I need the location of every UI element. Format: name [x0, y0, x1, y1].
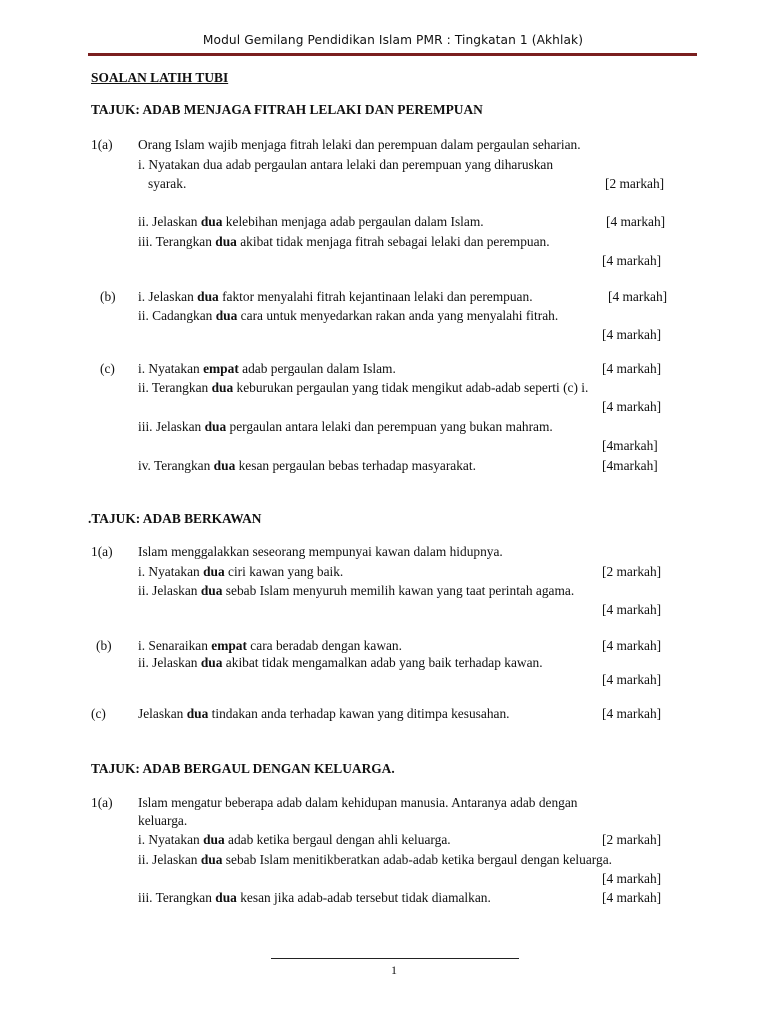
- item-text: i. Nyatakan: [138, 361, 204, 376]
- item-keyword: dua: [200, 214, 223, 229]
- mark-allocation: [4 markah]: [602, 253, 662, 268]
- item-keyword: dua: [213, 458, 236, 473]
- item-keyword: dua: [215, 890, 237, 905]
- item-text: iv. Terangkan: [138, 458, 214, 473]
- item-text: kesan pergaulan bebas terhadap masyarakat.: [235, 458, 476, 473]
- item-keyword: dua: [215, 234, 237, 249]
- mark-allocation: [4 markah]: [608, 289, 668, 304]
- mark-allocation: [4 markah]: [602, 871, 662, 886]
- question-item: [138, 654, 543, 671]
- question-item: [138, 851, 612, 868]
- mark-allocation: [4 markah]: [602, 399, 662, 414]
- mark-allocation: [4 markah]: [606, 214, 666, 229]
- question-number: (b): [96, 638, 112, 653]
- question-item: [138, 582, 574, 599]
- item-text: akibat tidak mengamalkan adab yang baik terhadap kawan.: [222, 655, 543, 670]
- mark-allocation: [4 markah]: [602, 361, 662, 376]
- topic-title: .TAJUK: ADAB BERKAWAN: [88, 511, 262, 526]
- question-number: 1(a): [91, 137, 113, 152]
- topic-title: TAJUK: ADAB MENJAGA FITRAH LELAKI DAN PEREMPUAN: [91, 102, 483, 117]
- mark-allocation: [4 markah]: [602, 327, 662, 342]
- mark-allocation: [2 markah]: [605, 176, 665, 191]
- item-text: iii. Jelaskan: [138, 419, 205, 434]
- question-item: [138, 831, 451, 848]
- item-text: kesan jika adab-adab tersebut tidak diamalkan.: [236, 890, 491, 905]
- mark-allocation: [4markah]: [602, 438, 658, 453]
- mark-allocation: [4 markah]: [602, 672, 662, 687]
- item-text: tindakan anda terhadap kawan yang ditimpa kesusahan.: [208, 706, 510, 721]
- question-item: [138, 457, 476, 474]
- item-text: kelebihan menjaga adab pergaulan dalam Islam.: [222, 214, 484, 229]
- item-text: Jelaskan: [138, 706, 187, 721]
- question-item: [138, 705, 510, 722]
- question-intro: Islam mengatur beberapa adab dalam kehidupan manusia. Antaranya adab dengan: [138, 795, 578, 810]
- question-item: i. Nyatakan dua adab pergaulan antara lelaki dan perempuan yang diharuskan: [138, 157, 554, 172]
- question-number: 1(a): [91, 795, 113, 810]
- item-text: iii. Terangkan: [138, 890, 216, 905]
- question-item: [138, 637, 402, 654]
- item-keyword: dua: [200, 655, 223, 670]
- question-item: [138, 233, 550, 250]
- item-keyword: dua: [197, 289, 219, 304]
- item-text: ii. Terangkan: [138, 380, 212, 395]
- item-keyword: dua: [215, 308, 238, 323]
- item-text: i. Nyatakan: [138, 564, 204, 579]
- item-text: cara beradab dengan kawan.: [246, 638, 402, 653]
- item-text: ii. Jelaskan: [138, 214, 201, 229]
- question-intro-continued: keluarga.: [138, 813, 188, 828]
- question-item: [138, 889, 491, 906]
- question-item: [138, 418, 553, 435]
- question-item: [138, 379, 588, 396]
- item-text: ii. Cadangkan: [138, 308, 216, 323]
- item-text: iii. Terangkan: [138, 234, 216, 249]
- question-item: [138, 360, 396, 377]
- question-item: [138, 307, 558, 324]
- page-header: Modul Gemilang Pendidikan Islam PMR : Tingkatan 1 (Akhlak): [202, 33, 584, 47]
- question-item: [138, 563, 343, 580]
- question-intro: Islam menggalakkan seseorang mempunyai kawan dalam hidupnya.: [138, 544, 503, 559]
- item-keyword: dua: [211, 380, 234, 395]
- question-number: (c): [91, 706, 106, 721]
- item-text: i. Senaraikan: [138, 638, 212, 653]
- item-text: faktor menyalahi fitrah kejantinaan lelaki dan perempuan.: [218, 289, 533, 304]
- item-text: akibat tidak menjaga fitrah sebagai lelaki dan perempuan.: [236, 234, 550, 249]
- item-text: pergaulan antara lelaki dan perempuan yang bukan mahram.: [226, 419, 553, 434]
- item-keyword: dua: [200, 852, 223, 867]
- item-text: i. Jelaskan: [138, 289, 198, 304]
- item-text: keburukan pergaulan yang tidak mengikut adab-adab seperti (c) i.: [233, 380, 589, 395]
- mark-allocation: [2 markah]: [602, 564, 662, 579]
- question-intro: Orang Islam wajib menjaga fitrah lelaki dan perempuan dalam pergaulan seharian.: [138, 137, 581, 152]
- item-text: adab ketika bergaul dengan ahli keluarga.: [224, 832, 451, 847]
- question-item: [138, 288, 533, 305]
- mark-allocation: [2 markah]: [602, 832, 662, 847]
- page-number: 1: [391, 963, 397, 977]
- item-keyword: dua: [204, 419, 227, 434]
- item-keyword: dua: [203, 564, 225, 579]
- mark-allocation: [4markah]: [602, 458, 658, 473]
- topic-title: TAJUK: ADAB BERGAUL DENGAN KELUARGA.: [91, 761, 395, 776]
- item-text: adab pergaulan dalam Islam.: [238, 361, 396, 376]
- item-text: sebab Islam menyuruh memilih kawan yang taat perintah agama.: [222, 583, 575, 598]
- item-text: ciri kawan yang baik.: [224, 564, 344, 579]
- item-text: i. Nyatakan: [138, 832, 204, 847]
- item-keyword: dua: [203, 832, 225, 847]
- mark-allocation: [4 markah]: [602, 890, 662, 905]
- item-keyword: empat: [211, 638, 247, 653]
- item-text: ii. Jelaskan: [138, 852, 201, 867]
- mark-allocation: [4 markah]: [602, 638, 662, 653]
- item-text: cara untuk menyedarkan rakan anda yang menyalahi fitrah.: [237, 308, 559, 323]
- footer-rule: [271, 958, 519, 959]
- item-text: sebab Islam menitikberatkan adab-adab ketika bergaul dengan keluarga.: [222, 852, 612, 867]
- question-number: (b): [100, 289, 116, 304]
- mark-allocation: [4 markah]: [602, 706, 662, 721]
- item-keyword: empat: [203, 361, 239, 376]
- question-item: [138, 213, 484, 230]
- item-text: ii. Jelaskan: [138, 583, 201, 598]
- question-number: 1(a): [91, 544, 113, 559]
- header-rule: [88, 53, 697, 56]
- question-number: (c): [100, 361, 115, 376]
- item-keyword: dua: [200, 583, 223, 598]
- item-text: ii. Jelaskan: [138, 655, 201, 670]
- question-item-continued: syarak.: [148, 176, 187, 191]
- section-title: SOALAN LATIH TUBI: [91, 70, 229, 85]
- mark-allocation: [4 markah]: [602, 602, 662, 617]
- item-keyword: dua: [186, 706, 209, 721]
